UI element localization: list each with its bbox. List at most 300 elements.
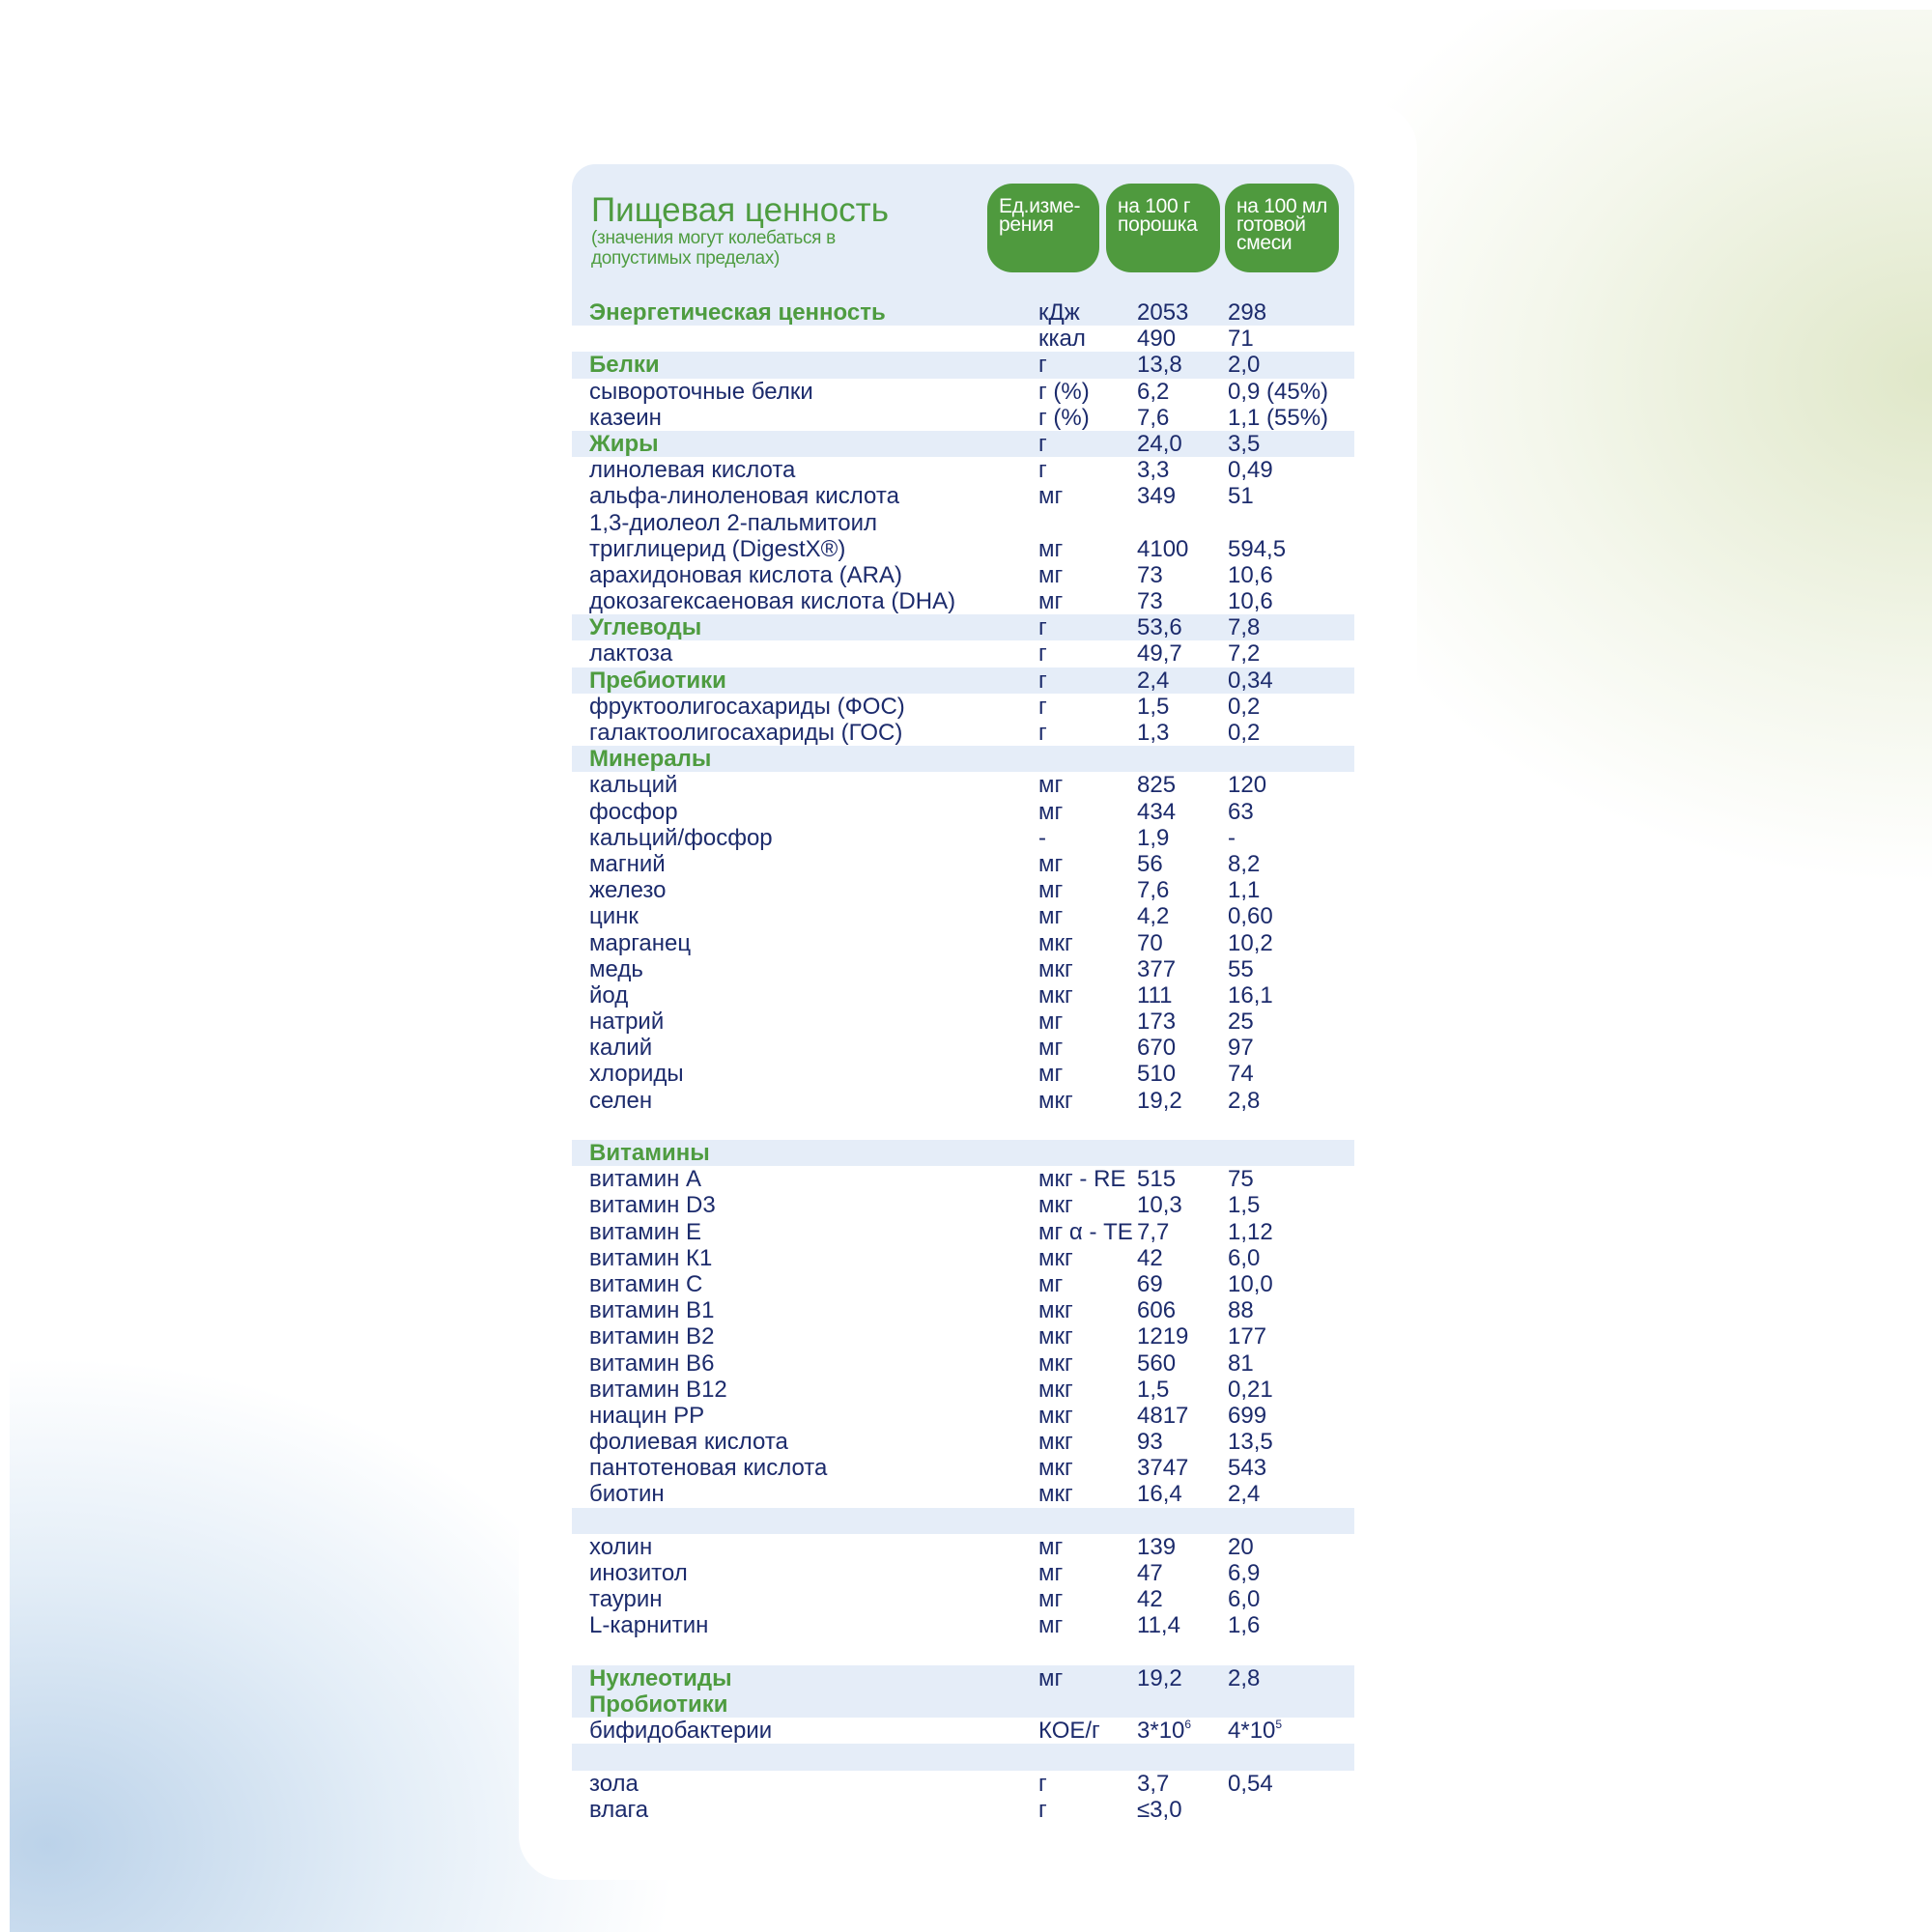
unit-cell-text: мг bbox=[1038, 1560, 1064, 1586]
value-per-100ml-text: 6,0 bbox=[1228, 1586, 1261, 1613]
nutrient-name-text: витамин D3 bbox=[589, 1192, 716, 1219]
nutrient-name bbox=[589, 956, 643, 982]
nutrient-name-text: бифидобактерии bbox=[589, 1718, 773, 1745]
value-per-100g bbox=[1137, 1035, 1176, 1061]
unit-cell-text: ккал bbox=[1038, 326, 1086, 353]
value-per-100g-text: 173 bbox=[1137, 1009, 1177, 1036]
table-row bbox=[572, 1350, 1354, 1377]
value-per-100ml bbox=[1228, 1455, 1266, 1481]
value-per-100g-text: 7,6 bbox=[1137, 877, 1170, 904]
table-section-row bbox=[572, 299, 1354, 326]
table-row bbox=[572, 772, 1354, 798]
table-row bbox=[572, 694, 1354, 720]
value-per-100g-text: 6,2 bbox=[1137, 378, 1170, 405]
unit-cell-text: мкг bbox=[1038, 1192, 1073, 1219]
value-per-100ml bbox=[1228, 877, 1260, 903]
value-per-100ml bbox=[1228, 405, 1328, 431]
nutrient-name-text: железо bbox=[589, 877, 667, 904]
value-per-100g bbox=[1137, 1009, 1176, 1035]
unit-cell-text: мг bbox=[1038, 1061, 1064, 1088]
value-per-100g-text: 670 bbox=[1137, 1035, 1177, 1062]
value-per-100g bbox=[1137, 694, 1169, 720]
nutrient-name-text: L-карнитин bbox=[589, 1612, 709, 1639]
value-per-100g bbox=[1137, 1718, 1191, 1744]
value-per-100ml-text: 25 bbox=[1228, 1009, 1254, 1036]
nutrient-name-text: кальций bbox=[589, 772, 678, 799]
value-per-100ml bbox=[1228, 982, 1273, 1009]
value-per-100g bbox=[1137, 1403, 1188, 1429]
value-per-100g-text: 3*10 bbox=[1137, 1718, 1185, 1745]
unit-cell bbox=[1038, 1481, 1073, 1507]
value-per-100ml-text: 298 bbox=[1228, 299, 1267, 326]
nutrient-name bbox=[589, 1534, 652, 1560]
value-per-100ml-text: 543 bbox=[1228, 1455, 1267, 1482]
unit-cell bbox=[1038, 1377, 1073, 1403]
value-per-100ml bbox=[1228, 1534, 1254, 1560]
value-per-100ml bbox=[1228, 299, 1266, 326]
nutrient-name bbox=[589, 1061, 684, 1087]
value-per-100g bbox=[1137, 588, 1163, 614]
value-per-100g-text: 16,4 bbox=[1137, 1481, 1182, 1508]
nutrient-name bbox=[589, 1612, 708, 1638]
nutrient-name-text: фолиевая кислота bbox=[589, 1429, 788, 1456]
unit-cell-text: мг bbox=[1038, 1035, 1064, 1062]
unit-cell-text: мкг bbox=[1038, 1087, 1073, 1114]
table-row bbox=[572, 1035, 1354, 1061]
value-per-100g-text: 510 bbox=[1137, 1061, 1177, 1088]
value-per-100ml bbox=[1228, 1350, 1254, 1377]
value-per-100g bbox=[1137, 772, 1176, 798]
unit-cell-text: мг bbox=[1038, 535, 1064, 562]
table-row bbox=[572, 588, 1354, 614]
table-row bbox=[572, 1639, 1354, 1665]
value-per-100ml-text: 75 bbox=[1228, 1166, 1254, 1193]
nutrient-name-text: Белки bbox=[589, 352, 660, 379]
value-per-100ml bbox=[1228, 1718, 1282, 1744]
value-per-100ml bbox=[1228, 930, 1273, 956]
value-per-100ml-text: 0,2 bbox=[1228, 693, 1261, 720]
nutrient-name bbox=[589, 1665, 732, 1691]
unit-cell-text: мг bbox=[1038, 1612, 1064, 1639]
unit-cell bbox=[1038, 1271, 1063, 1297]
value-per-100g-text: 56 bbox=[1137, 850, 1163, 877]
nutrient-name-text: Нуклеотиды bbox=[589, 1664, 732, 1691]
value-per-100g bbox=[1137, 1297, 1176, 1323]
unit-cell-text: мг bbox=[1038, 772, 1064, 799]
value-per-100ml bbox=[1228, 1323, 1266, 1350]
unit-cell bbox=[1038, 772, 1063, 798]
unit-cell-text: мг bbox=[1038, 1586, 1064, 1613]
value-per-100g-text: 1219 bbox=[1137, 1323, 1189, 1350]
unit-cell bbox=[1038, 1718, 1100, 1744]
unit-cell bbox=[1038, 825, 1046, 851]
value-per-100ml bbox=[1228, 431, 1260, 457]
value-per-100g-text: 73 bbox=[1137, 561, 1163, 588]
value-per-100g bbox=[1137, 799, 1176, 825]
nutrient-name-text: сывороточные белки bbox=[589, 378, 813, 405]
value-per-100ml bbox=[1228, 851, 1260, 877]
unit-cell bbox=[1038, 1219, 1133, 1245]
value-per-100ml bbox=[1228, 668, 1273, 694]
nutrient-name-text: кальций/фосфор bbox=[589, 824, 773, 851]
nutrient-name-text: Витамины bbox=[589, 1140, 710, 1166]
value-per-100ml-text: 1,1 bbox=[1228, 877, 1261, 904]
table-row bbox=[572, 1718, 1354, 1744]
page-title: Пищевая ценность bbox=[591, 191, 889, 229]
nutrient-name bbox=[589, 483, 899, 509]
unit-cell-text: г bbox=[1038, 614, 1047, 641]
value-per-100ml bbox=[1228, 1009, 1254, 1035]
value-per-100g-text: 515 bbox=[1137, 1166, 1177, 1193]
unit-cell bbox=[1038, 720, 1047, 746]
value-per-100g bbox=[1137, 1481, 1182, 1507]
value-per-100g bbox=[1137, 825, 1169, 851]
unit-cell bbox=[1038, 299, 1080, 326]
value-per-100ml bbox=[1228, 956, 1254, 982]
nutrient-name bbox=[589, 1271, 702, 1297]
table-row bbox=[572, 1797, 1354, 1823]
value-per-100ml-text: 1,6 bbox=[1228, 1612, 1261, 1639]
nutrient-name bbox=[589, 930, 691, 956]
nutrient-name-text: магний bbox=[589, 850, 666, 877]
value-per-100g bbox=[1137, 1219, 1169, 1245]
value-per-100g bbox=[1137, 614, 1182, 640]
value-per-100g-text: 10,3 bbox=[1137, 1192, 1182, 1219]
unit-cell bbox=[1038, 903, 1063, 929]
unit-cell-text: г bbox=[1038, 457, 1047, 484]
value-per-100ml bbox=[1228, 1665, 1260, 1691]
unit-cell-text: мг bbox=[1038, 798, 1064, 825]
value-per-100g-text: 377 bbox=[1137, 955, 1177, 982]
table-row bbox=[572, 1219, 1354, 1245]
value-per-100g bbox=[1137, 1061, 1176, 1087]
table-row bbox=[572, 1377, 1354, 1403]
nutrient-name-text: 1,3-диолеол 2-пальмитоил bbox=[589, 509, 878, 536]
value-per-100g-text: 19,2 bbox=[1137, 1087, 1182, 1114]
nutrient-name-text: казеин bbox=[589, 404, 662, 431]
value-per-100g bbox=[1137, 1665, 1182, 1691]
table-row bbox=[572, 1166, 1354, 1192]
table-row bbox=[572, 1088, 1354, 1114]
nutrient-name-text: витамин В1 bbox=[589, 1297, 715, 1324]
exponent: 6 bbox=[1184, 1718, 1192, 1732]
unit-cell-text: мкг bbox=[1038, 1244, 1073, 1271]
unit-cell bbox=[1038, 1403, 1073, 1429]
unit-cell-text: мкг bbox=[1038, 1481, 1073, 1508]
table-row bbox=[572, 1508, 1354, 1534]
column-header-per-100ml bbox=[1225, 184, 1339, 272]
unit-cell bbox=[1038, 1797, 1047, 1823]
unit-cell bbox=[1038, 562, 1063, 588]
nutrient-name-text: таурин bbox=[589, 1586, 663, 1613]
nutrient-name-text: витамин В12 bbox=[589, 1376, 727, 1403]
value-per-100ml bbox=[1228, 1586, 1260, 1612]
nutrient-name bbox=[589, 1429, 788, 1455]
unit-cell bbox=[1038, 457, 1047, 483]
unit-cell bbox=[1038, 1455, 1073, 1481]
value-per-100ml-text: 51 bbox=[1228, 483, 1254, 510]
nutrient-name-text: ниацин РР bbox=[589, 1402, 705, 1429]
unit-cell bbox=[1038, 1192, 1073, 1218]
value-per-100g-text: 1,5 bbox=[1137, 1376, 1170, 1403]
nutrient-name-text: Углеводы bbox=[589, 614, 702, 641]
value-per-100g bbox=[1137, 1271, 1163, 1297]
value-per-100ml bbox=[1228, 720, 1260, 746]
value-per-100g-text: 13,8 bbox=[1137, 352, 1182, 379]
table-section-row bbox=[572, 352, 1354, 378]
unit-cell-text: мг bbox=[1038, 903, 1064, 930]
table-row bbox=[572, 799, 1354, 825]
value-per-100ml-text: 0,21 bbox=[1228, 1376, 1273, 1403]
value-per-100g-text: 49,7 bbox=[1137, 640, 1182, 668]
unit-cell-text: г bbox=[1038, 720, 1047, 746]
unit-cell-text: мг bbox=[1038, 850, 1064, 877]
nutrient-name bbox=[589, 1219, 701, 1245]
value-per-100g bbox=[1137, 1771, 1169, 1797]
nutrient-name-text: линолевая кислота bbox=[589, 457, 796, 484]
nutrient-name bbox=[589, 1035, 652, 1061]
value-per-100g bbox=[1137, 877, 1169, 903]
nutrient-name bbox=[589, 1088, 652, 1114]
unit-cell bbox=[1038, 877, 1063, 903]
value-per-100ml-text: 0,49 bbox=[1228, 457, 1273, 484]
value-per-100ml-text: 2,8 bbox=[1228, 1664, 1261, 1691]
unit-cell bbox=[1038, 1323, 1073, 1350]
nutrition-table bbox=[572, 299, 1354, 1823]
value-per-100ml bbox=[1228, 483, 1254, 509]
nutrient-name bbox=[589, 1455, 827, 1481]
table-row bbox=[572, 930, 1354, 956]
nutrient-name bbox=[589, 457, 795, 483]
unit-cell-text: мкг bbox=[1038, 1297, 1073, 1324]
value-per-100g-text: 3,7 bbox=[1137, 1770, 1170, 1797]
unit-cell bbox=[1038, 956, 1073, 982]
table-section-row bbox=[572, 1665, 1354, 1691]
value-per-100ml bbox=[1228, 1166, 1254, 1192]
column-header-unit-label: Ед.изме- рения bbox=[999, 195, 1081, 236]
value-per-100g bbox=[1137, 851, 1163, 877]
unit-cell bbox=[1038, 1166, 1125, 1192]
nutrient-name bbox=[589, 1771, 639, 1797]
unit-cell bbox=[1038, 694, 1047, 720]
nutrient-name bbox=[589, 1691, 727, 1718]
unit-cell-text: мг bbox=[1038, 483, 1064, 510]
table-section-row bbox=[572, 668, 1354, 694]
value-per-100ml bbox=[1228, 903, 1273, 929]
nutrient-name bbox=[589, 536, 845, 562]
unit-cell-text: мг α - ТЕ bbox=[1038, 1218, 1133, 1245]
value-per-100g-text: 111 bbox=[1137, 981, 1173, 1009]
table-row bbox=[572, 1744, 1354, 1770]
table-row bbox=[572, 720, 1354, 746]
table-section-row bbox=[572, 746, 1354, 772]
unit-cell bbox=[1038, 1586, 1063, 1612]
table-section-row bbox=[572, 431, 1354, 457]
unit-cell bbox=[1038, 668, 1047, 694]
value-per-100ml bbox=[1228, 825, 1236, 851]
unit-cell-text: г bbox=[1038, 693, 1047, 720]
table-row bbox=[572, 379, 1354, 405]
table-row bbox=[572, 640, 1354, 667]
value-per-100ml-text: 63 bbox=[1228, 798, 1254, 825]
value-per-100g bbox=[1137, 1192, 1182, 1218]
nutrient-name-text: цинк bbox=[589, 903, 639, 930]
value-per-100g-text: 606 bbox=[1137, 1297, 1177, 1324]
nutrient-name bbox=[589, 379, 813, 405]
value-per-100g bbox=[1137, 536, 1188, 562]
value-per-100g-text: 2053 bbox=[1137, 299, 1189, 326]
value-per-100ml-text: 97 bbox=[1228, 1035, 1254, 1062]
value-per-100ml-text: - bbox=[1228, 824, 1236, 851]
value-per-100g-text: 560 bbox=[1137, 1350, 1177, 1377]
value-per-100ml-text: 594,5 bbox=[1228, 535, 1287, 562]
unit-cell-text: мг bbox=[1038, 1009, 1064, 1036]
unit-cell-text: мкг bbox=[1038, 1455, 1073, 1482]
table-row bbox=[572, 903, 1354, 929]
unit-cell bbox=[1038, 1009, 1063, 1035]
value-per-100g-text: 73 bbox=[1137, 588, 1163, 615]
table-row bbox=[572, 326, 1354, 352]
table-section-row bbox=[572, 614, 1354, 640]
unit-cell bbox=[1038, 1350, 1073, 1377]
value-per-100ml-text: 2,4 bbox=[1228, 1481, 1261, 1508]
nutrient-name bbox=[589, 299, 886, 326]
value-per-100ml bbox=[1228, 1061, 1254, 1087]
value-per-100g bbox=[1137, 457, 1169, 483]
value-per-100g-text: 1,5 bbox=[1137, 693, 1170, 720]
column-header-per-100g-label: на 100 г порошка bbox=[1118, 195, 1198, 236]
nutrient-name-text: альфа-линоленовая кислота bbox=[589, 483, 899, 510]
unit-cell-text: г (%) bbox=[1038, 378, 1090, 405]
value-per-100ml bbox=[1228, 614, 1260, 640]
unit-cell-text: мкг bbox=[1038, 1350, 1073, 1377]
value-per-100g bbox=[1137, 640, 1182, 667]
unit-cell bbox=[1038, 1560, 1063, 1586]
unit-cell-text: г bbox=[1038, 1796, 1047, 1823]
value-per-100ml-text: 10,6 bbox=[1228, 561, 1273, 588]
unit-cell bbox=[1038, 431, 1047, 457]
nutrient-name bbox=[589, 1192, 716, 1218]
table-row bbox=[572, 877, 1354, 903]
value-per-100g bbox=[1137, 431, 1182, 457]
table-row bbox=[572, 1455, 1354, 1481]
nutrient-name bbox=[589, 1586, 663, 1612]
value-per-100ml bbox=[1228, 326, 1254, 352]
value-per-100g-text: 825 bbox=[1137, 772, 1177, 799]
nutrient-name-text: докозагексаеновая кислота (DHA) bbox=[589, 588, 956, 615]
value-per-100ml-text: 71 bbox=[1228, 326, 1254, 353]
value-per-100ml-text: 7,2 bbox=[1228, 640, 1261, 668]
value-per-100ml bbox=[1228, 1245, 1260, 1271]
table-row bbox=[572, 956, 1354, 982]
value-per-100ml bbox=[1228, 1481, 1260, 1507]
value-per-100ml bbox=[1228, 562, 1273, 588]
value-per-100g bbox=[1137, 720, 1169, 746]
nutrient-name-text: Энергетическая ценность bbox=[589, 299, 886, 326]
table-row bbox=[572, 851, 1354, 877]
nutrient-name bbox=[589, 1718, 772, 1744]
value-per-100ml-text: 7,8 bbox=[1228, 614, 1261, 641]
page-subtitle: (значения могут колебаться в допустимых пределах) bbox=[591, 228, 836, 269]
nutrient-name bbox=[589, 1009, 664, 1035]
value-per-100ml-text: 20 bbox=[1228, 1533, 1254, 1560]
value-per-100g bbox=[1137, 1088, 1182, 1114]
nutrient-name bbox=[589, 903, 639, 929]
table-row bbox=[572, 1297, 1354, 1323]
value-per-100ml-text: 13,5 bbox=[1228, 1429, 1273, 1456]
nutrient-name-text: биотин bbox=[589, 1481, 665, 1508]
nutrient-name-text: зола bbox=[589, 1770, 639, 1797]
value-per-100g bbox=[1137, 299, 1188, 326]
unit-cell bbox=[1038, 1771, 1047, 1797]
table-row bbox=[572, 982, 1354, 1009]
nutrient-name bbox=[589, 746, 711, 772]
nutrient-name bbox=[589, 772, 677, 798]
value-per-100g bbox=[1137, 982, 1172, 1009]
value-per-100ml-text: 81 bbox=[1228, 1350, 1254, 1377]
value-per-100g bbox=[1137, 1455, 1188, 1481]
nutrient-name bbox=[589, 640, 672, 667]
value-per-100g bbox=[1137, 1166, 1176, 1192]
unit-cell bbox=[1038, 1612, 1063, 1638]
value-per-100g bbox=[1137, 326, 1176, 352]
unit-cell-text: г (%) bbox=[1038, 404, 1090, 431]
exponent: 5 bbox=[1275, 1718, 1283, 1732]
table-row bbox=[572, 1534, 1354, 1560]
value-per-100ml bbox=[1228, 1271, 1273, 1297]
table-row bbox=[572, 1192, 1354, 1218]
unit-cell-text: КОЕ/г bbox=[1038, 1718, 1100, 1745]
unit-cell bbox=[1038, 1297, 1073, 1323]
value-per-100g bbox=[1137, 352, 1182, 378]
table-row bbox=[572, 1061, 1354, 1087]
nutrient-name bbox=[589, 851, 666, 877]
table-row bbox=[572, 1481, 1354, 1507]
value-per-100g bbox=[1137, 562, 1163, 588]
unit-cell-text: мкг bbox=[1038, 1323, 1073, 1350]
unit-cell-text: кДж bbox=[1038, 299, 1080, 326]
unit-cell-text: мкг bbox=[1038, 929, 1073, 956]
nutrient-name-text: витамин В2 bbox=[589, 1323, 715, 1350]
unit-cell bbox=[1038, 588, 1063, 614]
nutrient-name-text: витамин В6 bbox=[589, 1350, 715, 1377]
value-per-100g-text: 42 bbox=[1137, 1244, 1163, 1271]
unit-cell-text: мг bbox=[1038, 588, 1064, 615]
value-per-100g bbox=[1137, 483, 1176, 509]
value-per-100g bbox=[1137, 379, 1169, 405]
value-per-100ml-text: 0,60 bbox=[1228, 903, 1273, 930]
value-per-100ml-text: 10,0 bbox=[1228, 1270, 1273, 1297]
value-per-100ml bbox=[1228, 1297, 1254, 1323]
unit-cell bbox=[1038, 379, 1090, 405]
nutrient-name bbox=[589, 825, 773, 851]
value-per-100ml-text: 6,9 bbox=[1228, 1560, 1261, 1586]
value-per-100g-text: 47 bbox=[1137, 1560, 1163, 1586]
value-per-100ml bbox=[1228, 352, 1260, 378]
nutrient-name-text: инозитол bbox=[589, 1560, 688, 1586]
value-per-100g-text: 42 bbox=[1137, 1586, 1163, 1613]
value-per-100ml bbox=[1228, 1429, 1273, 1455]
nutrient-name-text: витамин А bbox=[589, 1166, 702, 1193]
value-per-100ml-text: 55 bbox=[1228, 955, 1254, 982]
table-row bbox=[572, 1245, 1354, 1271]
value-per-100g bbox=[1137, 930, 1163, 956]
value-per-100ml bbox=[1228, 1035, 1254, 1061]
unit-cell bbox=[1038, 930, 1073, 956]
nutrient-name bbox=[589, 1403, 704, 1429]
table-row bbox=[572, 1612, 1354, 1638]
unit-cell bbox=[1038, 851, 1063, 877]
